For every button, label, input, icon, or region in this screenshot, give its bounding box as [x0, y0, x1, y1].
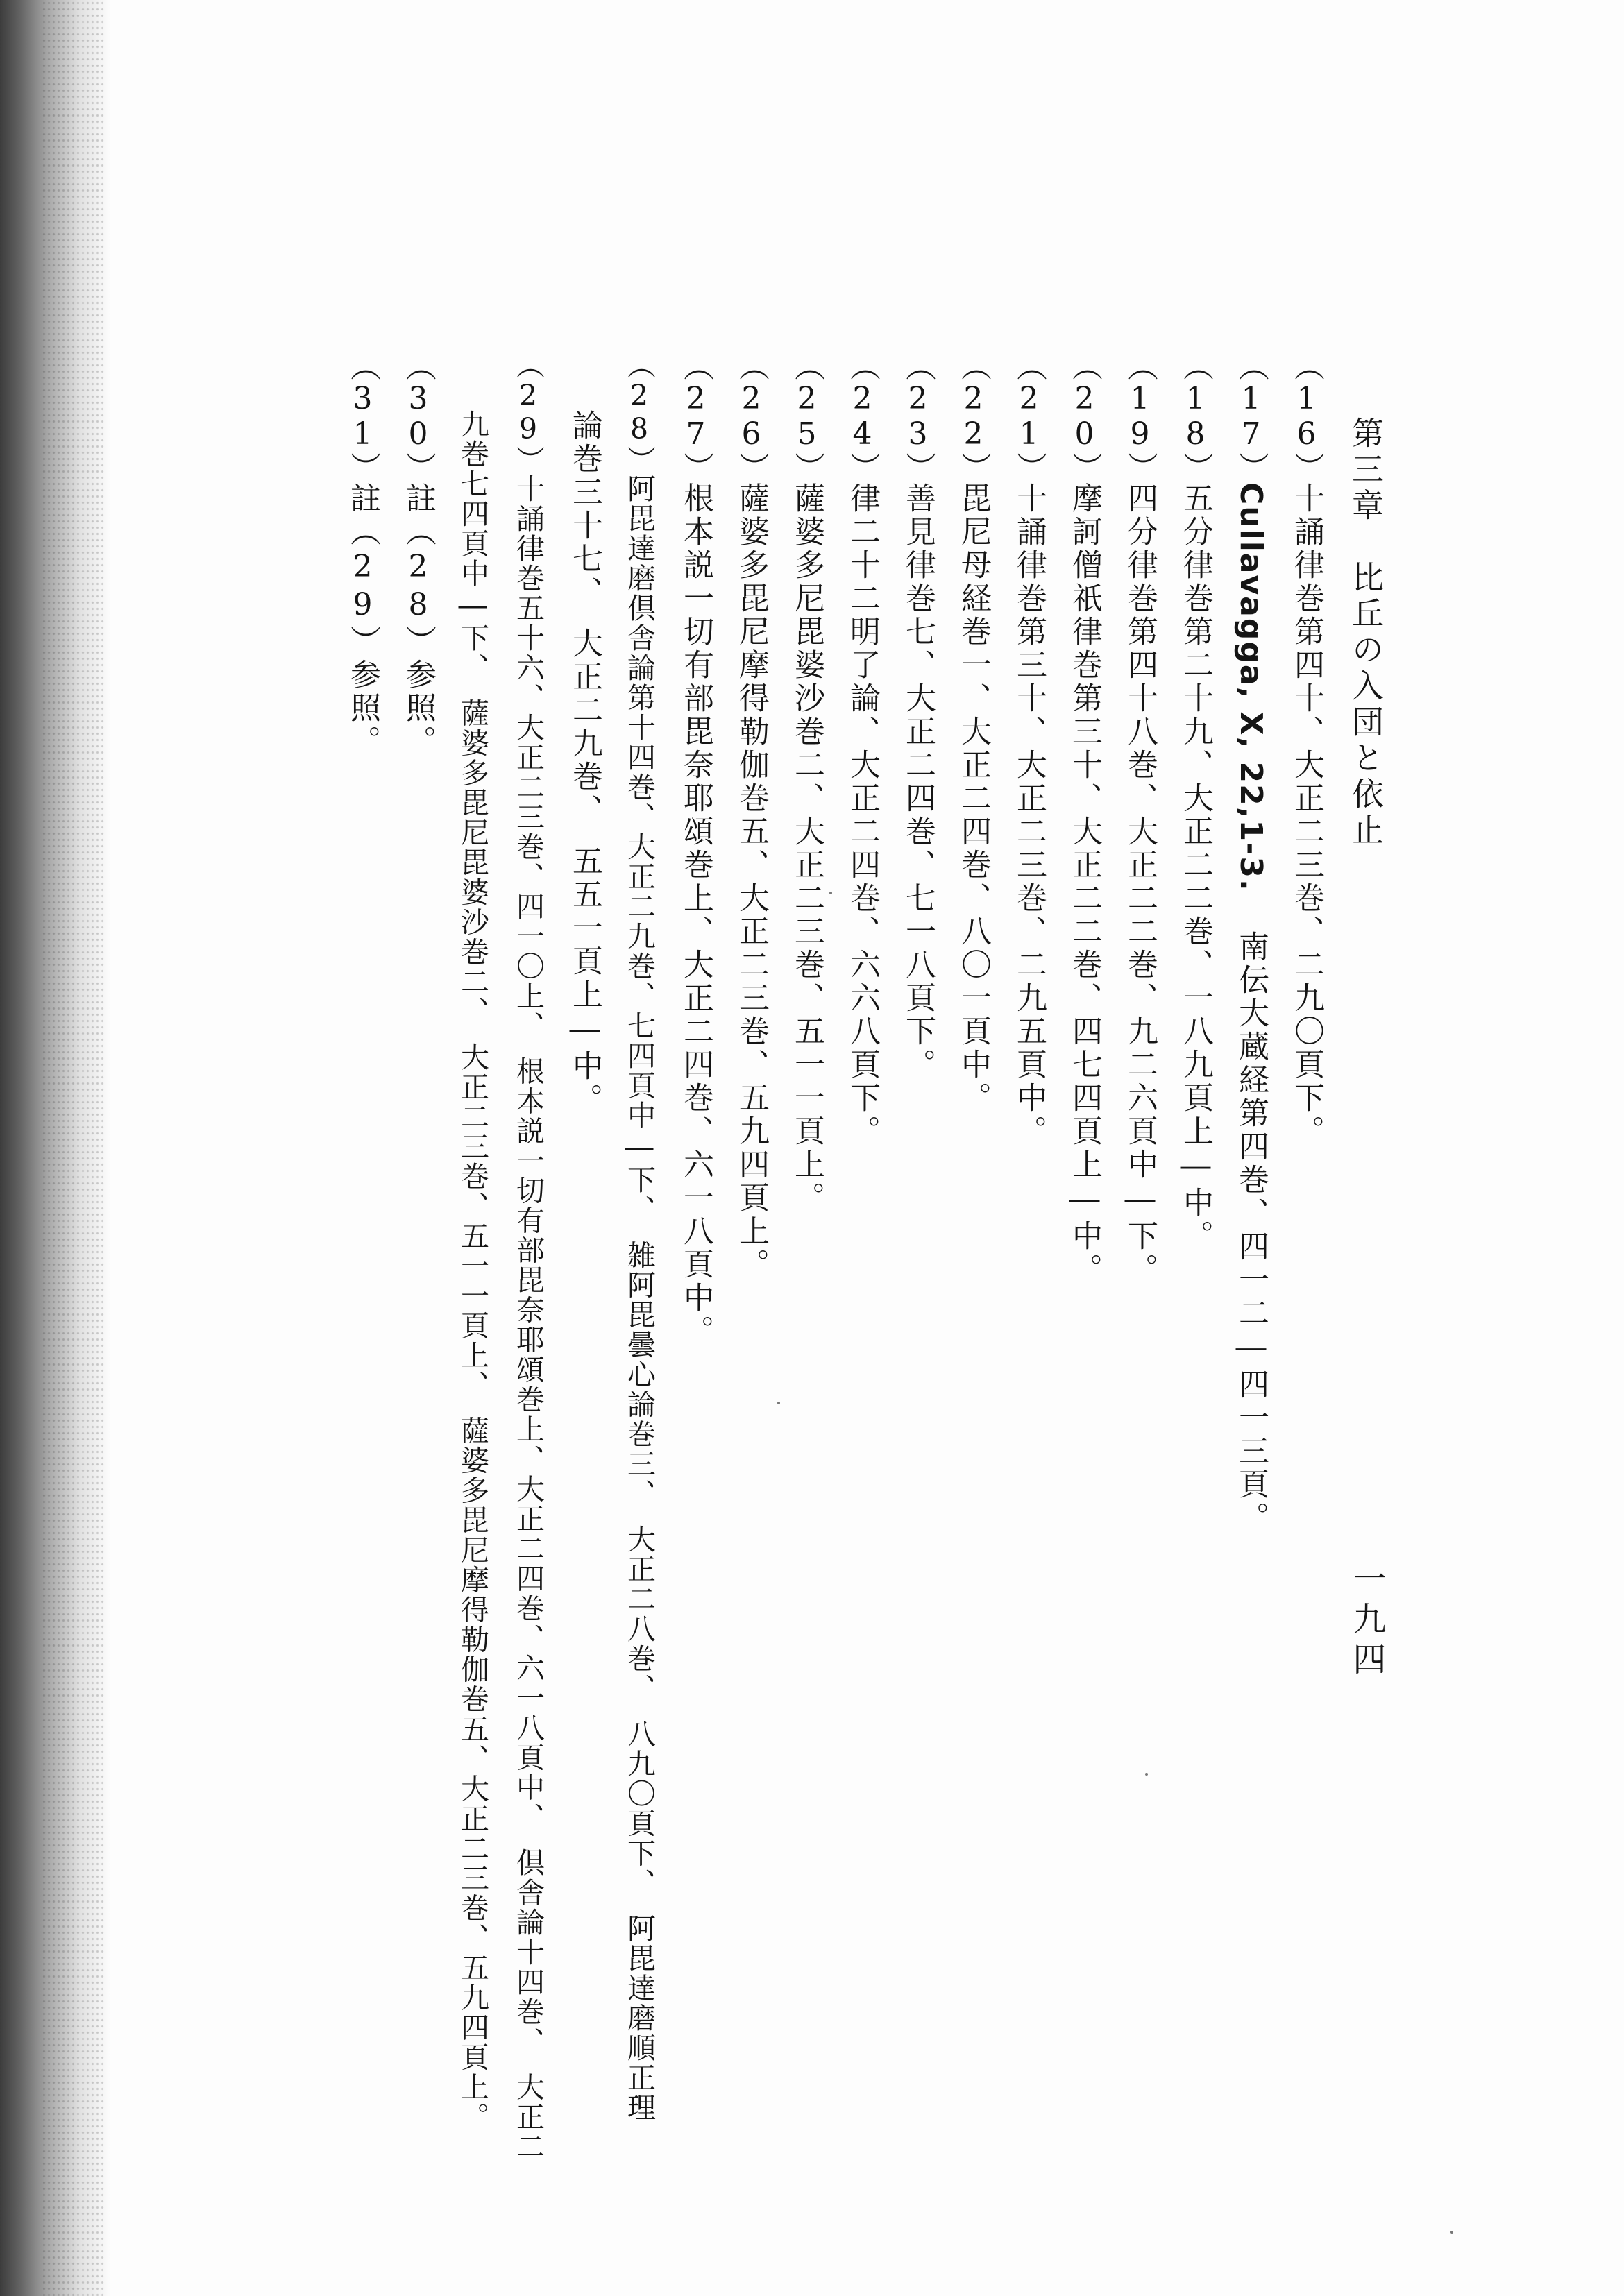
note-number: （26）	[734, 350, 769, 482]
note-text: 註（28）参照。	[400, 482, 436, 758]
note-16	[1289, 350, 1324, 1148]
note-21	[1011, 350, 1047, 1148]
note-28	[623, 350, 656, 2123]
page-number: 一九四	[1347, 1561, 1386, 1682]
note-number: （25）	[789, 350, 824, 482]
chapter-title: 第三章 比丘の入団と依止	[1347, 416, 1385, 849]
note-26	[734, 350, 769, 1282]
note-19	[1122, 350, 1158, 1286]
scan-dust	[1450, 2231, 1453, 2234]
note-text: 毘尼母経巻一、大正二四巻、八〇一頁中。	[956, 482, 991, 1115]
note-24	[845, 350, 880, 1148]
scan-dust	[777, 1402, 780, 1404]
note-text: 五分律巻第二十九、大正二二巻、一八九頁上―中。	[1178, 482, 1213, 1253]
note-number: （21）	[1011, 350, 1047, 482]
note-text: 十誦律巻第四十、大正二三巻、二九〇頁下。	[1289, 482, 1324, 1148]
note-text: 善見律巻七、大正二四巻、七一八頁下。	[900, 482, 936, 1082]
note-number: （20）	[1067, 350, 1102, 482]
note-number: （24）	[845, 350, 880, 482]
note-text: 南伝大蔵経第四巻、四一二―四一三頁。	[1233, 892, 1269, 1535]
note-22	[956, 350, 991, 1115]
note-30	[400, 350, 436, 758]
note-18	[1178, 350, 1213, 1253]
note-text: 四分律巻第四十八巻、大正二二巻、九二六頁中―下。	[1122, 482, 1158, 1286]
note-latin-title: Cullavagga, X, 22,1-3.	[1233, 482, 1269, 892]
note-text: 摩訶僧祇律巻第三十、大正二二巻、四七四頁上―中。	[1067, 482, 1102, 1286]
note-number: （28）	[623, 350, 656, 474]
note-27	[680, 350, 711, 1348]
note-20	[1067, 350, 1102, 1286]
note-text: 阿毘達磨倶舎論第十四巻、大正二九巻、七四頁中―下、 雑阿毘曇心論巻三、 大正二八巻、 八九〇頁下、 阿毘達磨順正理	[623, 474, 656, 2123]
note-17	[1233, 350, 1269, 1535]
note-29-continuation: 九巻七四頁中―下、 薩婆多毘尼毘婆沙巻二、 大正二三巻、五一一頁上、 薩婆多毘尼摩得勒伽巻五、大正二三巻、五九四頁上。	[456, 409, 489, 2132]
note-text: 十誦律巻五十六、大正二三巻、四一〇上、 根本説一切有部毘奈耶頌巻上、大正二四巻、六一八頁中、 倶舎論十四巻、 大正二	[511, 474, 545, 2162]
note-25	[791, 350, 822, 1215]
note-text: 薩婆多毘尼摩得勒伽巻五、大正二三巻、五九四頁上。	[734, 482, 769, 1282]
note-text: 薩婆多尼毘婆沙巻二、大正二三巻、五一一頁上。	[789, 482, 824, 1215]
scan-dust	[829, 892, 832, 894]
note-number: （17）	[1233, 350, 1269, 482]
note-number: （23）	[900, 350, 936, 482]
note-text: 律二十二明了論、大正二四巻、六六八頁下。	[845, 482, 880, 1148]
note-number: （31）	[345, 350, 380, 482]
note-number: （16）	[1289, 350, 1324, 482]
note-23	[900, 350, 936, 1082]
note-28-continuation: 論巻三十七、 大正二九巻、 五五一頁上―中。	[567, 409, 602, 1116]
note-number: （29）	[511, 350, 545, 474]
scan-noise	[42, 0, 104, 2296]
note-number: （18）	[1178, 350, 1213, 482]
note-29	[511, 350, 545, 2162]
note-text: 十誦律巻第三十、大正二三巻、二九五頁中。	[1011, 482, 1047, 1148]
note-number: （19）	[1122, 350, 1158, 482]
note-31	[347, 350, 378, 758]
note-number: （30）	[400, 350, 436, 482]
scan-dust	[1145, 1773, 1148, 1776]
note-text: 註（29）参照。	[345, 482, 380, 758]
note-text: 根本説一切有部毘奈耶頌巻上、大正二四巻、六一八頁中。	[678, 482, 713, 1348]
note-number: （22）	[956, 350, 991, 482]
note-number: （27）	[678, 350, 713, 482]
